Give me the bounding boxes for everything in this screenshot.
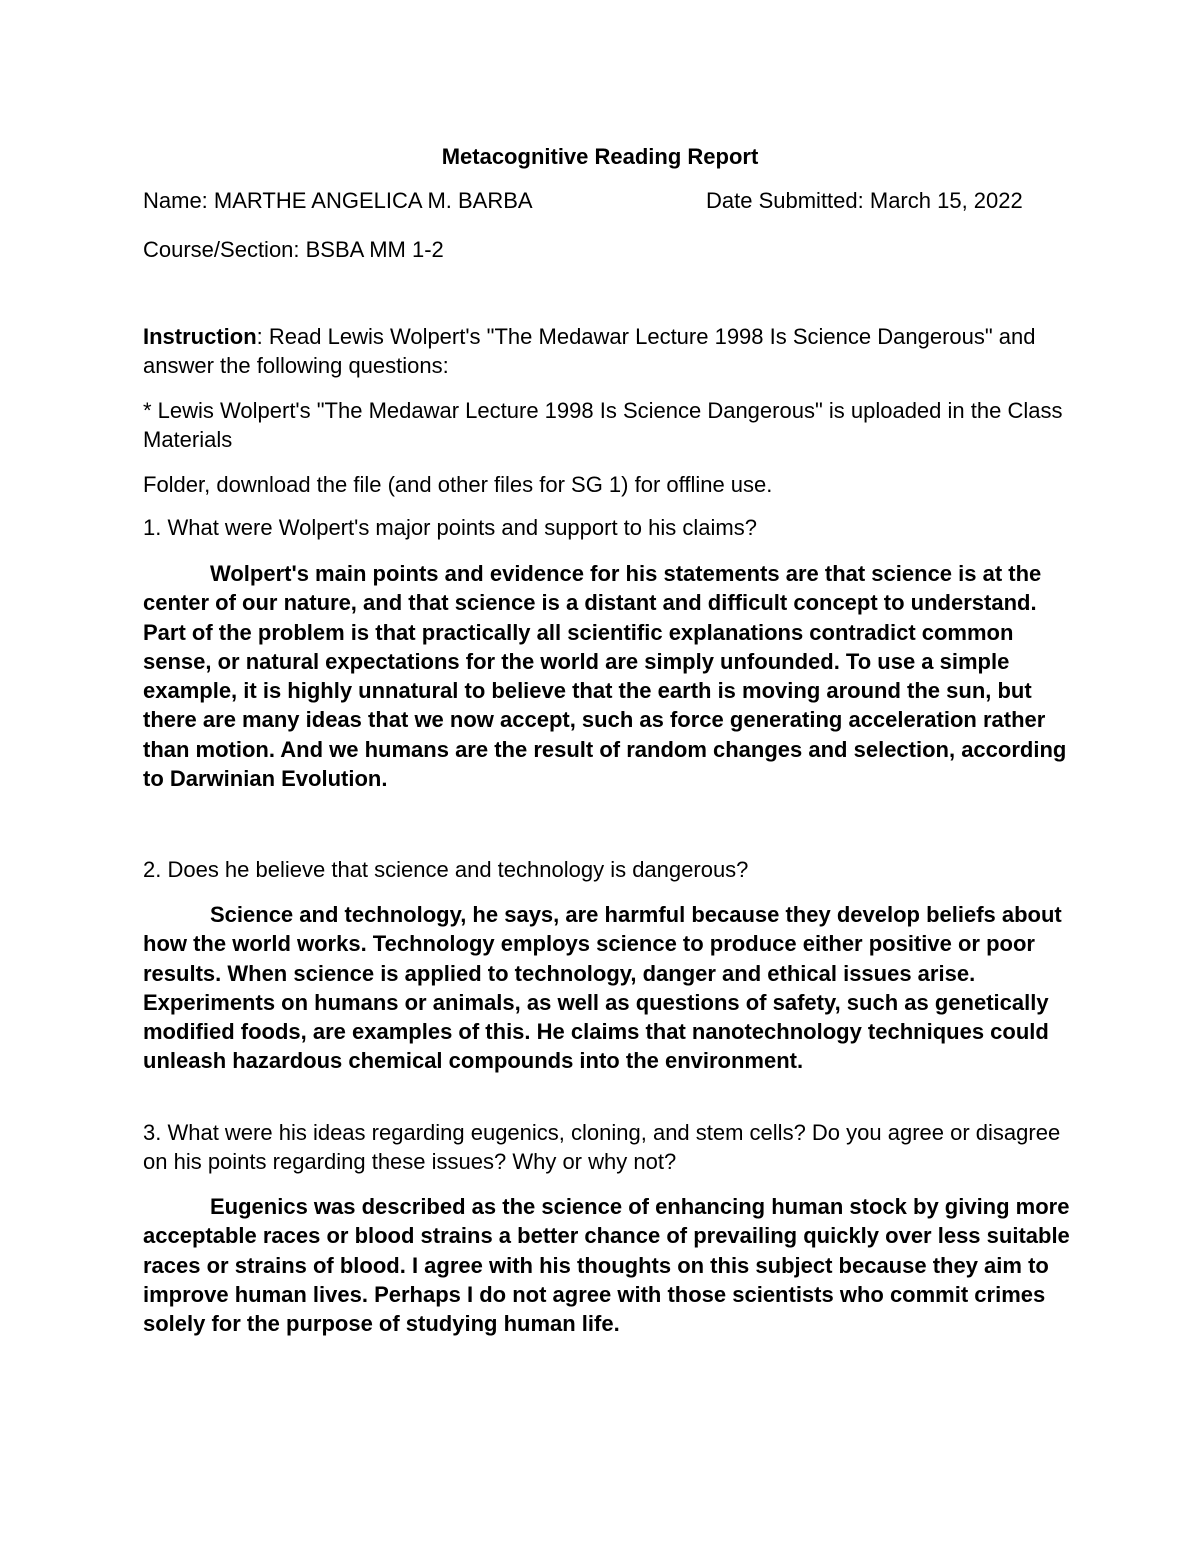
student-name: Name: MARTHE ANGELICA M. BARBA bbox=[143, 188, 533, 213]
instruction-label: Instruction bbox=[143, 324, 257, 349]
answer-3: Eugenics was described as the science of enhancing human stock by giving more acceptable races or blood strains a better chance of prevailing quickly over less suitable races or strains of blood. I agree with his thoughts on this subject because they aim to improve human lives. Perhaps I do not agree with those scientists who commit crimes solely for the purpose of studying human life. bbox=[143, 1194, 1070, 1337]
course-section: Course/Section: BSBA MM 1-2 bbox=[143, 237, 444, 262]
question-1: 1. What were Wolpert's major points and support to his claims? bbox=[143, 515, 757, 540]
note-paragraph: * Lewis Wolpert's "The Medawar Lecture 1998 Is Science Dangerous" is uploaded in the Class Materials bbox=[143, 398, 1063, 453]
answer-1: Wolpert's main points and evidence for his statements are that science is at the center of our nature, and that science is a distant and difficult concept to understand. Part of the problem is that practically all scientific explanations contradict common sense, or natural expectations for the world are simply unfounded. To use a simple example, it is highly unnatural to believe that the earth is moving around the sun, but there are many ideas that we now accept, such as force generating acceleration rather than motion. And we humans are the result of random changes and selection, according to Darwinian Evolution. bbox=[143, 561, 1067, 792]
folder-paragraph: Folder, download the file (and other files for SG 1) for offline use. bbox=[143, 472, 773, 497]
date-submitted: Date Submitted: March 15, 2022 bbox=[706, 188, 1023, 213]
instruction-text: : Read Lewis Wolpert's "The Medawar Lecture 1998 Is Science Dangerous" and answer the following questions: bbox=[143, 324, 1036, 379]
report-title: Metacognitive Reading Report bbox=[441, 144, 759, 169]
question-2: 2. Does he believe that science and technology is dangerous? bbox=[143, 857, 749, 882]
instruction-paragraph bbox=[143, 322, 1073, 381]
answer-2: Science and technology, he says, are harmful because they develop beliefs about how the world works. Technology employs science to produce either positive or poor results. When science is applied to technology, danger and ethical issues arise. Experiments on humans or animals, as well as questions of safety, such as genetically modified foods, are examples of this. He claims that nanotechnology techniques could unleash hazardous chemical compounds into the environment. bbox=[143, 902, 1062, 1074]
question-3: 3. What were his ideas regarding eugenics, cloning, and stem cells? Do you agree or disagree on his points regarding these issues? Why or why not? bbox=[143, 1120, 1061, 1175]
